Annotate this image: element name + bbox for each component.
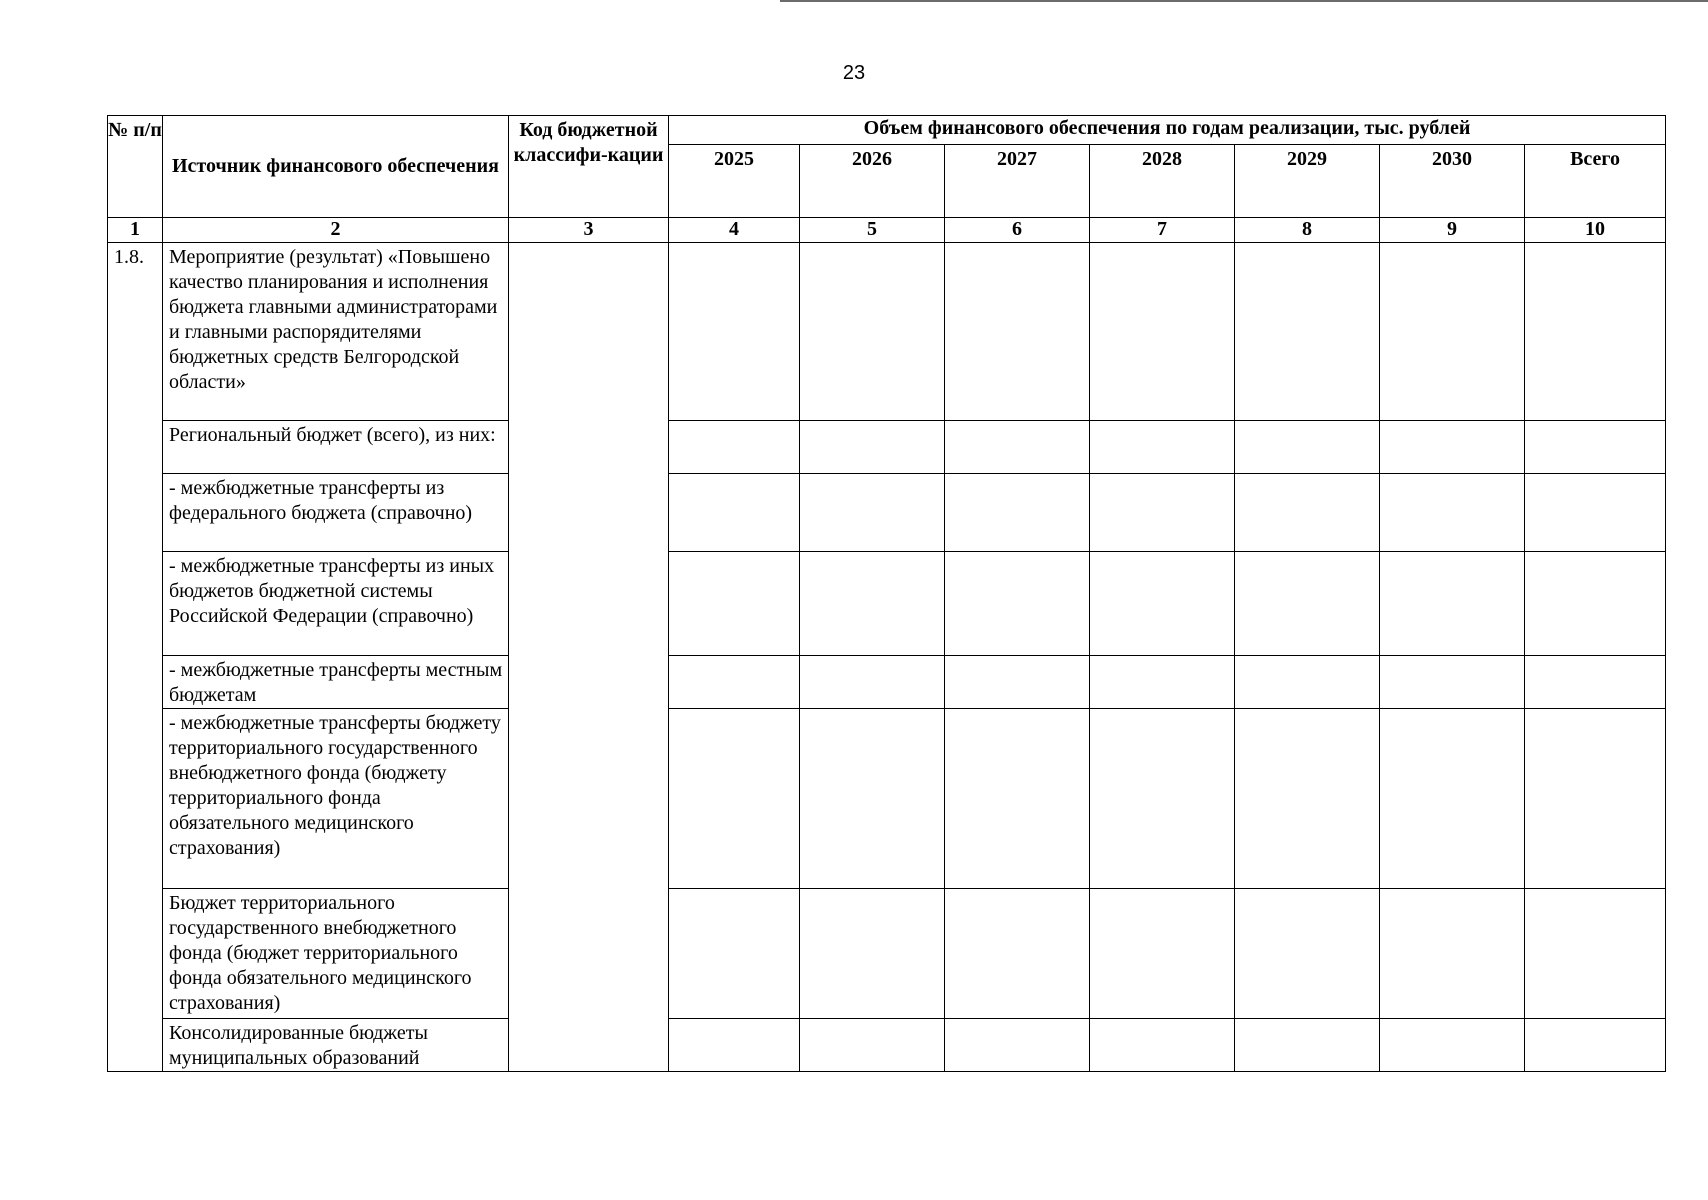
value-cell <box>669 656 800 709</box>
column-number: 10 <box>1525 218 1666 243</box>
header-year-2030: 2030 <box>1380 145 1525 218</box>
value-cell <box>1235 474 1380 552</box>
row-source: Бюджет территориального государственного внебюджетного фонда (бюджет территориального фонда обязательного медицинского страхования) <box>163 889 509 1019</box>
row-source: - межбюджетные трансферты бюджету территориального государственного внебюджетного фонда (бюджету территориального фонда обязательного медицинского страхования) <box>163 709 509 889</box>
header-total: Всего <box>1525 145 1666 218</box>
value-cell <box>800 552 945 656</box>
header-year-2026: 2026 <box>800 145 945 218</box>
table-row <box>108 1019 1666 1072</box>
kbk-cell <box>509 243 669 1072</box>
value-cell <box>1380 421 1525 474</box>
value-cell <box>669 474 800 552</box>
value-cell <box>1525 1019 1666 1072</box>
value-cell <box>1235 709 1380 889</box>
value-cell <box>669 889 800 1019</box>
value-cell <box>800 889 945 1019</box>
column-number: 7 <box>1090 218 1235 243</box>
header-no: № п/п <box>108 116 163 218</box>
value-cell <box>1235 656 1380 709</box>
value-cell <box>800 474 945 552</box>
column-number: 1 <box>108 218 163 243</box>
value-cell <box>1525 889 1666 1019</box>
table-row <box>108 889 1666 1019</box>
row-source: Мероприятие (результат) «Повышено качество планирования и исполнения бюджета главными администраторами и главными распорядителями бюджетных средств Белгородской области» <box>163 243 509 421</box>
value-cell <box>1380 656 1525 709</box>
value-cell <box>669 552 800 656</box>
value-cell <box>800 1019 945 1072</box>
scan-edge-line <box>780 0 1708 2</box>
header-year-2027: 2027 <box>945 145 1090 218</box>
header-year-2028: 2028 <box>1090 145 1235 218</box>
value-cell <box>669 243 800 421</box>
financing-table <box>107 115 1666 1072</box>
value-cell <box>1380 474 1525 552</box>
value-cell <box>669 709 800 889</box>
value-cell <box>800 709 945 889</box>
value-cell <box>945 889 1090 1019</box>
value-cell <box>800 243 945 421</box>
column-number: 2 <box>163 218 509 243</box>
value-cell <box>1090 656 1235 709</box>
value-cell <box>1090 552 1235 656</box>
row-source: Региональный бюджет (всего), из них: <box>163 421 509 474</box>
value-cell <box>1525 243 1666 421</box>
table-row <box>108 243 1666 421</box>
value-cell <box>945 243 1090 421</box>
header-kbk: Код бюджетной классифи-кации <box>509 116 669 218</box>
value-cell <box>1525 656 1666 709</box>
table-row <box>108 656 1666 709</box>
row-source: - межбюджетные трансферты из иных бюджетов бюджетной системы Российской Федерации (справочно) <box>163 552 509 656</box>
value-cell <box>1090 1019 1235 1072</box>
value-cell <box>1235 421 1380 474</box>
value-cell <box>1235 243 1380 421</box>
value-cell <box>1380 243 1525 421</box>
value-cell <box>945 474 1090 552</box>
item-number: 1.8. <box>108 243 163 1072</box>
value-cell <box>1090 709 1235 889</box>
header-source: Источник финансового обеспечения <box>163 116 509 218</box>
column-number: 4 <box>669 218 800 243</box>
row-source: Консолидированные бюджеты муниципальных образований <box>163 1019 509 1072</box>
table-row <box>108 421 1666 474</box>
column-number: 3 <box>509 218 669 243</box>
value-cell <box>945 656 1090 709</box>
value-cell <box>945 1019 1090 1072</box>
value-cell <box>1380 709 1525 889</box>
header-year-2025: 2025 <box>669 145 800 218</box>
value-cell <box>1235 552 1380 656</box>
value-cell <box>1380 552 1525 656</box>
value-cell <box>1090 243 1235 421</box>
value-cell <box>945 552 1090 656</box>
row-source: - межбюджетные трансферты местным бюджетам <box>163 656 509 709</box>
value-cell <box>800 656 945 709</box>
value-cell <box>1090 421 1235 474</box>
column-number: 9 <box>1380 218 1525 243</box>
value-cell <box>1380 889 1525 1019</box>
value-cell <box>1525 474 1666 552</box>
page-number: 23 <box>842 62 866 84</box>
value-cell <box>800 421 945 474</box>
value-cell <box>1235 889 1380 1019</box>
value-cell <box>1380 1019 1525 1072</box>
header-volume: Объем финансового обеспечения по годам реализации, тыс. рублей <box>669 116 1666 145</box>
value-cell <box>1090 474 1235 552</box>
value-cell <box>945 421 1090 474</box>
row-source: - межбюджетные трансферты из федерального бюджета (справочно) <box>163 474 509 552</box>
value-cell <box>1525 552 1666 656</box>
value-cell <box>1235 1019 1380 1072</box>
header-year-2029: 2029 <box>1235 145 1380 218</box>
value-cell <box>669 1019 800 1072</box>
table-row <box>108 709 1666 889</box>
column-number: 6 <box>945 218 1090 243</box>
value-cell <box>1525 709 1666 889</box>
value-cell <box>1090 889 1235 1019</box>
column-number: 8 <box>1235 218 1380 243</box>
value-cell <box>669 421 800 474</box>
value-cell <box>945 709 1090 889</box>
table-row <box>108 474 1666 552</box>
table-row <box>108 552 1666 656</box>
value-cell <box>1525 421 1666 474</box>
column-number: 5 <box>800 218 945 243</box>
